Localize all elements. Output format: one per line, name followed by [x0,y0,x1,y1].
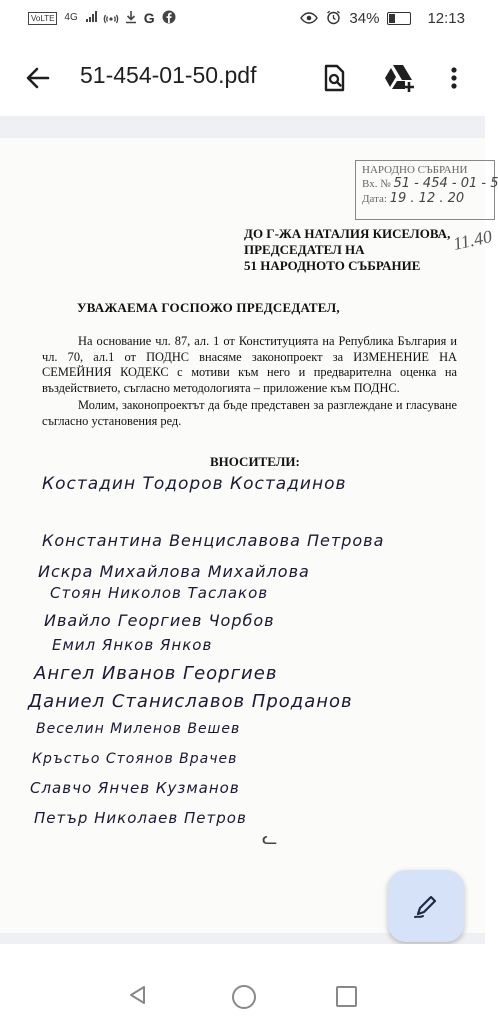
pdf-page[interactable] [0,138,498,933]
facebook-icon [162,10,176,26]
search-document-icon[interactable] [318,62,350,94]
handwritten-mark: ᓚ [262,828,278,848]
body-paragraph: На основание чл. 87, ал. 1 от Конституцията на Република България и чл. 70, ал.1 от ПОДНС внасяме законопроект за ИЗМЕНЕНИЕ НА СЕМЕЙНИЯ КОДЕКС с мотиви към него и предварителна оценка на въздействието, съгласно методологията – приложение към ПОДНС. [42,334,457,395]
addressee-line: ПРЕДСЕДАТЕЛ НА [244,242,365,257]
addressee-block [244,226,450,274]
status-bar [0,0,485,40]
stamp-date: 19 . 12 . 20 [389,191,465,206]
clock: 12:13 [427,10,465,27]
stamp-number: 51 - 454 - 01 - 5 [393,176,498,191]
status-bar-left [28,10,176,26]
signal-icon [85,11,97,25]
app-bar [0,40,485,116]
stamp-date-label: Дата: [362,193,387,205]
registration-stamp [355,160,498,220]
alarm-icon [326,10,341,27]
addressee-line: 51 НАРОДНОТО СЪБРАНИЕ [244,258,421,273]
pdf-viewer[interactable] [0,116,498,944]
edit-fab-button[interactable] [388,870,464,942]
signature: Славчо Янчев Кузманов [30,779,240,797]
submitters-heading: ВНОСИТЕЛИ: [210,454,300,469]
signature: Костадин Тодоров Костадинов [42,474,347,494]
battery-percent: 34% [349,10,380,27]
more-vert-icon[interactable] [440,62,468,94]
add-to-drive-icon[interactable] [382,62,414,94]
signature: Ивайло Георгиев Чорбов [44,611,275,630]
battery-icon [387,12,411,25]
salutation: УВАЖАЕМА ГОСПОЖО ПРЕДСЕДАТЕЛ, [77,300,340,315]
back-arrow-icon[interactable] [22,62,54,94]
signature: Константина Венциславова Петрова [42,531,385,550]
status-bar-right [300,10,465,27]
handwritten-corner-note: 11.40 [451,226,494,254]
stamp-number-label: Вх. № [362,178,391,190]
signature: Искра Михайлова Михайлова [38,562,310,581]
eye-icon [300,12,318,26]
edit-pen-icon [412,892,440,920]
system-nav-bar [0,944,485,1024]
signature: Емил Янков Янков [52,636,213,654]
signature: Даниел Станиславов Проданов [28,691,353,712]
signature: Ангел Иванов Георгиев [34,663,278,684]
download-icon [125,10,137,26]
volte-icon: VoLTE [28,12,57,25]
nav-home-icon[interactable] [232,985,256,1009]
signature: Петър Николаев Петров [34,809,247,827]
body-paragraph: Молим, законопроектът да бъде представен за разглеждане и гласуване съгласно установения ред. [42,398,457,428]
signature: Веселин Миленов Вешев [36,721,241,737]
addressee-line: ДО Г-ЖА НАТАЛИЯ КИСЕЛОВА, [244,226,451,241]
stamp-header: НАРОДНО СЪБРАНИ [362,164,468,176]
google-icon: G [143,10,155,26]
signature: Стоян Николов Таслаков [50,584,269,602]
document-title: 51-454-01-50.pdf [80,62,257,88]
network-type: 4G [64,12,78,23]
nav-back-icon[interactable] [127,984,149,1006]
hotspot-icon [104,10,118,26]
nav-recent-icon[interactable] [336,986,357,1007]
signature: Кръстьо Стоянов Врачев [32,751,238,767]
